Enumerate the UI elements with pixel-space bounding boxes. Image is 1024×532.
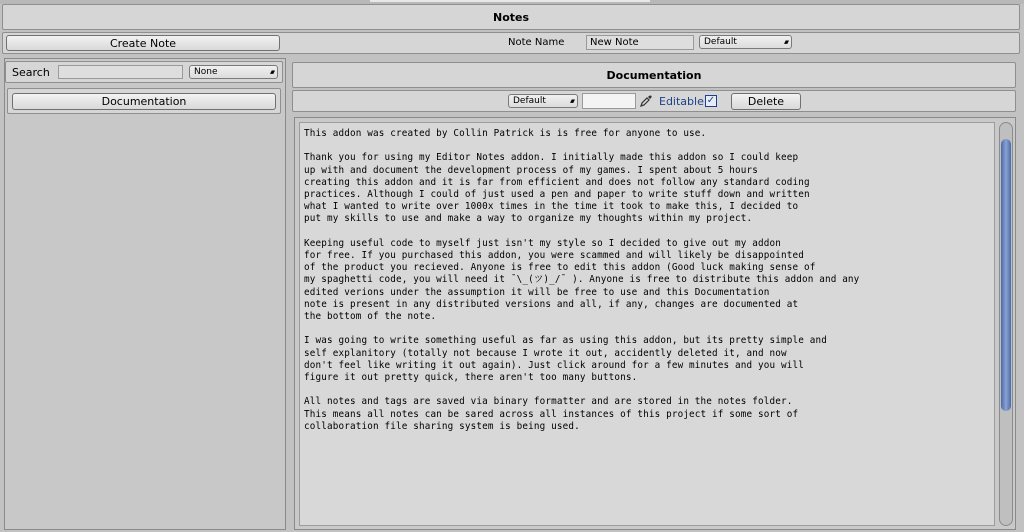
eyedropper-icon[interactable]	[639, 94, 653, 108]
note-tag-dropdown-value: Default	[513, 96, 546, 106]
tag-name-input[interactable]	[582, 93, 636, 109]
editable-label: Editable	[659, 95, 704, 108]
note-body-panel	[294, 117, 1016, 530]
scrollbar-thumb[interactable]	[1001, 139, 1011, 411]
sidebar-item-documentation[interactable]: Documentation	[12, 93, 276, 110]
search-bar	[5, 61, 283, 83]
notes-list-panel	[4, 58, 286, 530]
window-title-bar	[2, 4, 1020, 30]
note-name-input[interactable]: New Note	[586, 35, 694, 50]
search-label: Search	[12, 66, 50, 79]
vertical-scrollbar[interactable]	[999, 122, 1013, 526]
note-tag-dropdown[interactable]	[508, 94, 578, 108]
delete-button[interactable]: Delete	[731, 93, 801, 110]
tag-dropdown-value: Default	[704, 37, 737, 47]
note-name-label: Note Name	[508, 37, 565, 48]
checkmark-icon: ✓	[706, 95, 716, 106]
chevron-down-icon: ▴▾	[569, 97, 573, 105]
tag-dropdown[interactable]	[699, 35, 792, 49]
filter-dropdown-value: None	[194, 67, 218, 77]
note-title: Documentation	[606, 68, 702, 82]
create-note-button[interactable]: Create Note	[6, 35, 280, 51]
window-title: Notes	[492, 10, 530, 24]
chevron-down-icon: ▴▾	[269, 68, 273, 76]
notes-list-container	[7, 88, 281, 114]
filter-dropdown[interactable]	[189, 65, 278, 79]
search-input[interactable]	[58, 65, 183, 79]
note-toolbar	[292, 90, 1016, 112]
note-title-bar	[292, 62, 1016, 88]
main-toolbar	[2, 32, 1020, 54]
chevron-down-icon: ▴▾	[783, 38, 787, 46]
note-text-area[interactable]: This addon was created by Collin Patrick is is free for anyone to use. Thank you for using my Editor Notes addon. I initially made this addon so I could keep up with and document the development process of my games. I spent about 5 hours creating this addon and it is far from efficient and does not follow any standard coding practices. Although I could of just used a pen and paper to write stuff down and written what I wanted to write over 1000x times in the time it took to make this, I decided to put my skills to use and make a way to organize my thoughts within my project. Keeping useful code to myself just isn't my style so I decided to give out my addon for free. If you purchased this addon, you were scammed and will likely be disappointed of the product you recieved. Anyone is free to edit this addon (Good luck making sense of my spaghetti code, you will need it ¯\_(ツ)_/¯ ). Anyone is free to distribute this addon and any edited verions under the assumption it will be free to use and this Documentation note is present in any distributed versions and all, if any, changes are documented at the bottom of the note. I was going to write something useful as far as using this addon, but its pretty simple and self explanitory (totally not because I wrote it out, accidently deleted it, and now don't feel like writing it out again). Just click around for a few minutes and you will figure it out pretty quick, there aren't too many buttons. All notes and tags are saved via binary formatter and are stored in the notes folder. This means all notes can be sared across all instances of this project if some sort of collaboration file sharing system is being used.	[299, 122, 995, 526]
editable-checkbox[interactable]	[705, 95, 717, 107]
